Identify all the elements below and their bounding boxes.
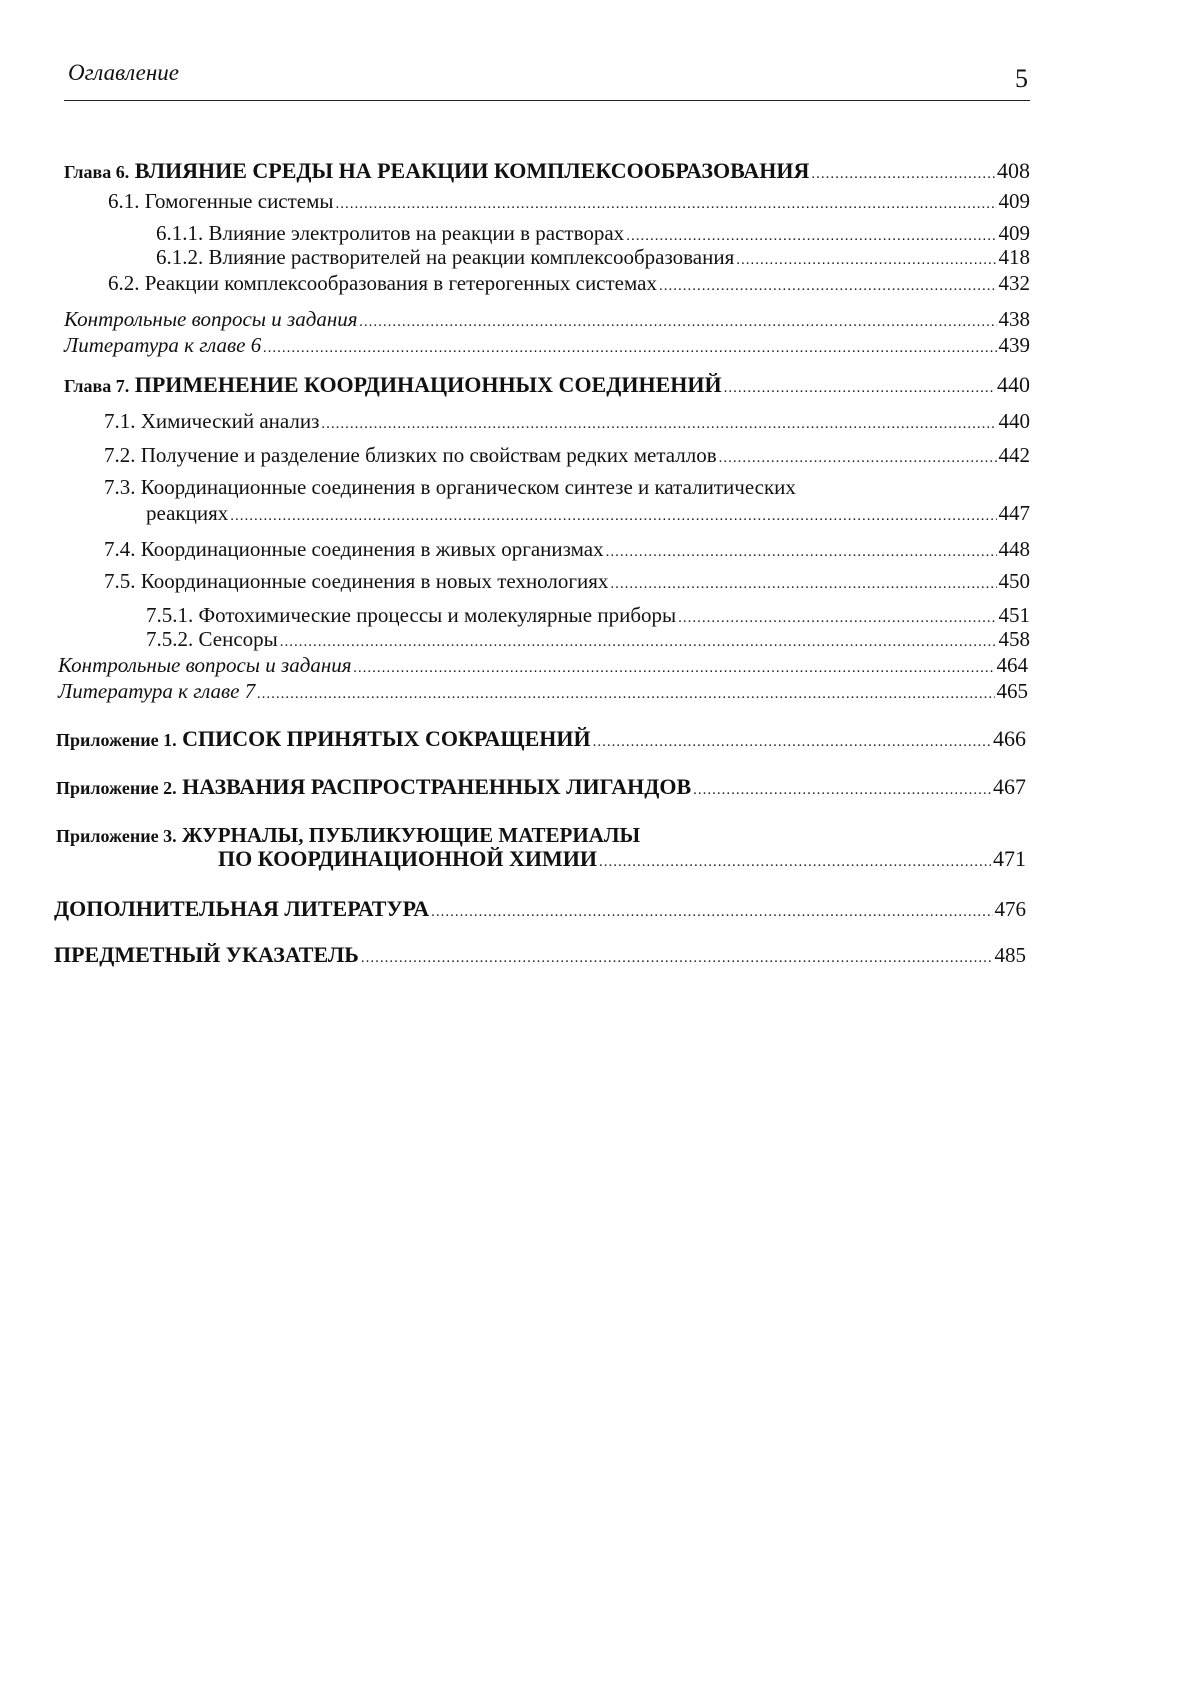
page-ref: 451 [998, 603, 1030, 627]
entry-label: 6.2. Реакции комплексообразования в гетерогенных системах [108, 271, 657, 295]
toc-entry-7-4[interactable] [104, 536, 1030, 565]
toc-entry-6-1-2[interactable] [156, 244, 1030, 273]
toc-entry-additional-literature[interactable] [54, 896, 1026, 925]
appendix-title: СПИСОК ПРИНЯТЫХ СОКРАЩЕНИЙ [182, 726, 591, 751]
entry-label: 7.2. Получение и разделение близких по свойствам редких металлов [104, 443, 717, 467]
entry-label: Контрольные вопросы и задания [64, 307, 358, 331]
page-ref: 458 [998, 627, 1030, 651]
page-ref: 442 [998, 443, 1030, 467]
leader-dots [693, 777, 991, 803]
chapter-title: ВЛИЯНИЕ СРЕДЫ НА РЕАКЦИИ КОМПЛЕКСООБРАЗОВАНИЯ [134, 158, 810, 183]
entry-label: 7.4. Координационные соединения в живых организмах [104, 537, 604, 561]
page-ref: 439 [998, 333, 1030, 357]
toc-entry-7-3[interactable] [146, 500, 1030, 529]
entry-label: 7.5.1. Фотохимические процессы и молекулярные приборы [146, 603, 677, 627]
page-ref: 438 [998, 307, 1030, 331]
leader-dots [606, 539, 997, 565]
leader-dots [719, 445, 997, 471]
toc-entry-appendix-3[interactable] [218, 846, 1026, 875]
toc-entry-7-1[interactable] [104, 408, 1030, 437]
entry-label: Литература к главе 7 [58, 679, 256, 703]
page-ref: 485 [994, 943, 1026, 967]
leader-dots [811, 161, 995, 187]
toc-entry-questions-6[interactable] [64, 306, 1030, 335]
leader-dots [599, 849, 991, 875]
leader-dots [724, 375, 995, 401]
entry-label: 7.1. Химический анализ [104, 409, 320, 433]
page-ref: 448 [998, 537, 1030, 561]
entry-label: 6.1. Гомогенные системы [108, 189, 334, 213]
toc-entry-appendix-3-line1[interactable] [56, 822, 640, 849]
leader-dots [321, 411, 996, 437]
toc-entry-7-5[interactable] [104, 568, 1030, 597]
page-ref: 440 [997, 372, 1030, 397]
toc-entry-appendix-2[interactable] [56, 774, 1026, 803]
page-ref: 418 [998, 245, 1030, 269]
entry-label: ДОПОЛНИТЕЛЬНАЯ ЛИТЕРАТУРА [54, 896, 430, 921]
toc-entry-6-2[interactable] [108, 270, 1030, 299]
page-ref: 409 [998, 189, 1030, 213]
toc-entry-chapter-6[interactable] [64, 158, 1030, 187]
page-ref: 476 [994, 897, 1026, 921]
page-ref: 467 [993, 774, 1026, 799]
chapter-prefix: Глава 7. [64, 376, 130, 396]
entry-label: ПРЕДМЕТНЫЙ УКАЗАТЕЛЬ [54, 942, 359, 967]
page-ref: 450 [998, 569, 1030, 593]
page-ref: 440 [998, 409, 1030, 433]
appendix-prefix: Приложение 3. [56, 826, 177, 846]
chapter-prefix: Глава 6. [64, 162, 130, 182]
entry-label: 7.5. Координационные соединения в новых технологиях [104, 569, 609, 593]
page-ref: 471 [993, 846, 1026, 871]
entry-label: Контрольные вопросы и задания [58, 653, 352, 677]
leader-dots [431, 899, 992, 925]
leader-dots [257, 681, 994, 707]
appendix-title: НАЗВАНИЯ РАСПРОСТРАНЕННЫХ ЛИГАНДОВ [182, 774, 692, 799]
appendix-title-line1: ЖУРНАЛЫ, ПУБЛИКУЮЩИЕ МАТЕРИАЛЫ [181, 823, 641, 847]
toc-entry-6-1[interactable] [108, 188, 1030, 217]
appendix-prefix: Приложение 1. [56, 730, 177, 750]
entry-label: Литература к главе 6 [64, 333, 262, 357]
leader-dots [610, 571, 996, 597]
entry-label: реакциях [146, 501, 229, 525]
toc-entry-appendix-1[interactable] [56, 726, 1026, 755]
page-ref: 465 [996, 679, 1028, 703]
page-ref: 466 [993, 726, 1026, 751]
leader-dots [593, 729, 991, 755]
page-ref: 447 [998, 501, 1030, 525]
page-ref: 408 [997, 158, 1030, 183]
page-ref: 432 [998, 271, 1030, 295]
toc-entry-questions-7[interactable] [58, 652, 1028, 681]
page-ref: 409 [998, 221, 1030, 245]
entry-label: 7.5.2. Сенсоры [146, 627, 278, 651]
page-header [64, 58, 1030, 101]
page-ref: 464 [996, 653, 1028, 677]
toc-entry-7-5-2[interactable] [146, 626, 1030, 655]
leader-dots [336, 191, 997, 217]
leader-dots [230, 503, 996, 529]
toc-entry-chapter-7[interactable] [64, 372, 1030, 401]
leader-dots [659, 273, 997, 299]
entry-label: 6.1.1. Влияние электролитов на реакции в растворах [156, 221, 625, 245]
toc-entry-literature-7[interactable] [58, 678, 1028, 707]
toc-entry-7-2[interactable] [104, 442, 1030, 471]
leader-dots [361, 945, 993, 971]
leader-dots [263, 335, 996, 361]
toc-entry-subject-index[interactable] [54, 942, 1026, 971]
entry-label: 6.1.2. Влияние растворителей на реакции комплексообразования [156, 245, 735, 269]
page-number: 5 [1015, 64, 1028, 93]
chapter-title: ПРИМЕНЕНИЕ КООРДИНАЦИОННЫХ СОЕДИНЕНИЙ [134, 372, 722, 397]
toc-entry-7-3-line1[interactable]: 7.3. Координационные соединения в органическом синтезе и каталитических [104, 475, 796, 499]
toc-entry-literature-6[interactable] [64, 332, 1030, 361]
appendix-prefix: Приложение 2. [56, 778, 177, 798]
appendix-title-line2: ПО КООРДИНАЦИОННОЙ ХИМИИ [218, 846, 597, 871]
running-head: Оглавление [68, 60, 180, 85]
